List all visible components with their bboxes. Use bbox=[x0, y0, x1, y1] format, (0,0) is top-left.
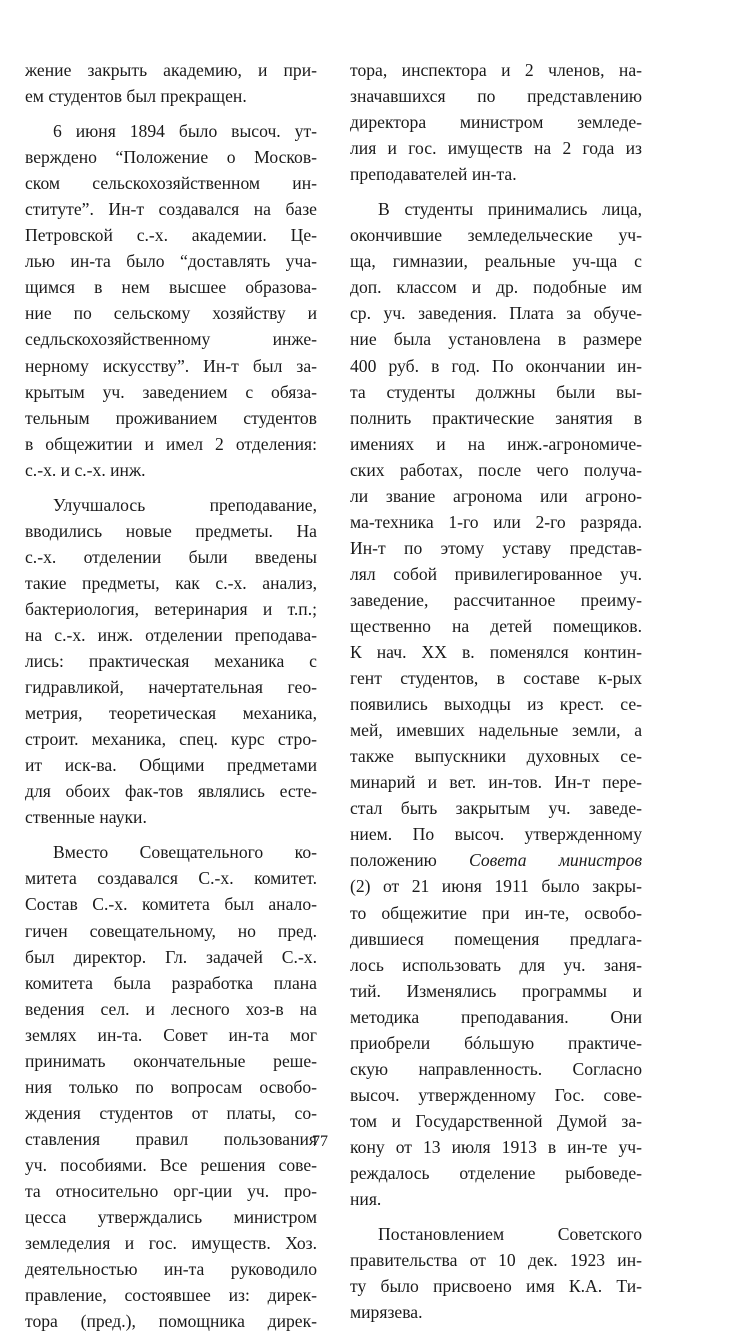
text-line bbox=[25, 1178, 317, 1204]
text-line-content: преподавателей ин-та. bbox=[350, 164, 517, 185]
text-line-content: появились выходцы из крест. се- bbox=[350, 694, 642, 715]
text-line-content: ния. bbox=[350, 1189, 382, 1210]
text-line-content: метрия, теоретическая механика, bbox=[25, 703, 317, 724]
text-line-content: Петровской с.-х. академии. Це- bbox=[25, 225, 317, 246]
text-line-content: уч. пособиями. Все решения сове- bbox=[25, 1154, 317, 1175]
text-line-content: Улучшалось преподавание, bbox=[53, 494, 317, 515]
text-line-content: седльскохозяйственному инже- bbox=[25, 329, 317, 350]
text-line-content: тельным проживанием студентов bbox=[25, 407, 317, 428]
text-line-content: щимся в нем высшее образова- bbox=[25, 277, 317, 298]
text-line-content: (2) от 21 июня 1911 было закры- bbox=[350, 876, 642, 897]
text-line bbox=[350, 222, 642, 248]
text-line-content: Вместо Совещательного ко- bbox=[53, 842, 317, 863]
text-line bbox=[25, 1282, 317, 1308]
text-line-content: тора, инспектора и 2 членов, на- bbox=[350, 60, 642, 80]
text-line bbox=[350, 135, 642, 161]
text-line bbox=[350, 1221, 642, 1247]
text-line-content: окончившие земледельческие уч- bbox=[350, 225, 642, 246]
text-line-content: та относительно орг-ции уч. про- bbox=[25, 1180, 317, 1201]
text-line bbox=[350, 535, 642, 561]
text-line bbox=[25, 379, 317, 405]
text-line-content: ние по сельскому хозяйству и bbox=[25, 303, 317, 324]
text-line bbox=[25, 83, 317, 109]
text-line-content: мирязева. bbox=[350, 1302, 423, 1323]
text-line bbox=[25, 778, 317, 804]
text-line bbox=[350, 1056, 642, 1082]
text-line-content: лось использовать для уч. заня- bbox=[350, 954, 642, 975]
text-line-content: комитета была разработка плана bbox=[25, 972, 317, 993]
text-line-content: нием. По высоч. утвержденному bbox=[350, 824, 642, 845]
text-line bbox=[350, 1030, 642, 1056]
text-line bbox=[25, 648, 317, 674]
text-line-content: тора (пред.), помощника дирек- bbox=[25, 1311, 317, 1332]
text-line bbox=[25, 544, 317, 570]
text-line-content: митета создавался С.-х. комитет. bbox=[25, 868, 317, 889]
text-line-content: стал быть закрытым уч. заведе- bbox=[350, 798, 642, 819]
text-line bbox=[350, 978, 642, 1004]
text-line bbox=[25, 431, 317, 457]
text-line bbox=[350, 1004, 642, 1030]
text-line-content: В студенты принимались лица, bbox=[378, 199, 642, 220]
text-line bbox=[350, 196, 642, 222]
text-line-content: правительства от 10 дек. 1923 ин- bbox=[350, 1250, 642, 1271]
text-line bbox=[25, 405, 317, 431]
text-line bbox=[25, 1230, 317, 1256]
text-line bbox=[25, 752, 317, 778]
text-line bbox=[350, 326, 642, 352]
text-line bbox=[25, 700, 317, 726]
text-line-content: был директор. Гл. задачей С.-х. bbox=[25, 946, 317, 967]
text-line-content: земледелия и гос. имуществ. Хоз. bbox=[25, 1233, 317, 1254]
text-line-content: для обоих фак-тов являлись есте- bbox=[25, 781, 317, 802]
text-line bbox=[350, 926, 642, 952]
text-line-content: также выпускники духовных се- bbox=[350, 746, 642, 767]
text-line bbox=[350, 483, 642, 509]
text-line bbox=[25, 865, 317, 891]
italic-term: Совета министров bbox=[468, 850, 642, 871]
text-line-content: крытым уч. заведением с обяза- bbox=[25, 381, 317, 402]
text-line bbox=[350, 57, 642, 83]
text-line bbox=[350, 457, 642, 483]
text-line-content: ср. уч. заведения. Плата за обуче- bbox=[350, 303, 642, 324]
text-line bbox=[25, 918, 317, 944]
text-line bbox=[25, 222, 317, 248]
text-line bbox=[350, 587, 642, 613]
text-line-content: бактериология, ветеринария и т.п.; bbox=[25, 598, 317, 619]
text-line bbox=[25, 970, 317, 996]
text-line bbox=[350, 873, 642, 899]
text-line-content: имениях и на инж.-агрономиче- bbox=[350, 433, 642, 454]
text-line bbox=[25, 1022, 317, 1048]
text-line-content: щественно на детей помещиков. bbox=[350, 615, 642, 636]
text-line bbox=[25, 518, 317, 544]
text-line-content: лял собой привилегированное уч. bbox=[350, 563, 642, 584]
text-line-content: Ин-т по этому уставу представ- bbox=[350, 537, 642, 558]
text-line-content: та студенты должны были вы- bbox=[350, 381, 642, 402]
text-line-content: доп. классом и др. подобные им bbox=[350, 277, 642, 298]
text-line bbox=[350, 847, 642, 873]
text-line bbox=[350, 639, 642, 665]
text-line bbox=[25, 492, 317, 518]
text-line-content: том и Государственной Думой за- bbox=[350, 1110, 642, 1131]
text-line bbox=[25, 996, 317, 1022]
text-line bbox=[350, 83, 642, 109]
text-line bbox=[350, 509, 642, 535]
text-line-content: ли звание агронома или агроно- bbox=[350, 485, 642, 506]
text-line bbox=[25, 1308, 317, 1334]
text-line bbox=[350, 769, 642, 795]
text-line bbox=[25, 1204, 317, 1230]
text-line-content: ща, гимназии, реальные уч-ща с bbox=[350, 251, 642, 272]
text-line-content: дившиеся помещения предлага- bbox=[350, 928, 642, 949]
text-line bbox=[25, 726, 317, 752]
text-line bbox=[350, 743, 642, 769]
text-line-content: деятельностью ин-та руководило bbox=[25, 1259, 317, 1280]
text-line bbox=[350, 353, 642, 379]
text-line-content: с.-х. отделении были введены bbox=[25, 546, 317, 567]
text-line bbox=[350, 161, 642, 187]
text-line bbox=[350, 952, 642, 978]
text-line-content: значавшихся по представлению bbox=[350, 86, 642, 107]
text-line-content: принимать окончательные реше- bbox=[25, 1050, 317, 1071]
text-line-content: гент студентов, в составе к-рых bbox=[350, 668, 642, 689]
text-line-content: ституте”. Ин-т создавался на базе bbox=[25, 199, 317, 220]
text-line bbox=[25, 1100, 317, 1126]
text-line-content: 6 июня 1894 было высоч. ут- bbox=[53, 121, 317, 142]
text-line-content: гичен совещательному, но пред. bbox=[25, 920, 317, 941]
text-line bbox=[350, 1186, 642, 1212]
text-line bbox=[25, 944, 317, 970]
text-line bbox=[350, 691, 642, 717]
text-line bbox=[350, 431, 642, 457]
text-line bbox=[25, 839, 317, 865]
text-line bbox=[25, 1152, 317, 1178]
text-line-content: ние была установлена в размере bbox=[350, 329, 642, 350]
text-line-content: ту было присвоено имя К.А. Ти- bbox=[350, 1276, 642, 1297]
text-line bbox=[25, 118, 317, 144]
text-line bbox=[350, 1082, 642, 1108]
text-line-content: К нач. XX в. поменялся контин- bbox=[350, 642, 642, 663]
text-line-content: ния только по вопросам освобо- bbox=[25, 1076, 317, 1097]
text-line bbox=[25, 326, 317, 352]
text-line-content: правление, состоявшее из: дирек- bbox=[25, 1285, 317, 1306]
text-line bbox=[25, 570, 317, 596]
text-line bbox=[350, 561, 642, 587]
text-line-content: ских работах, после чего получа- bbox=[350, 459, 642, 480]
text-line-content: то общежитие при ин-те, освобо- bbox=[350, 902, 642, 923]
text-line-content: минарий и вет. ин-тов. Ин-т пере- bbox=[350, 772, 642, 793]
text-line bbox=[350, 821, 642, 847]
text-line-content: землях ин-та. Совет ин-та мог bbox=[25, 1024, 317, 1045]
text-line-content: заведение, рассчитанное преиму- bbox=[350, 589, 642, 610]
text-line-content: в общежитии и имел 2 отделения: bbox=[25, 433, 317, 454]
text-line bbox=[25, 596, 317, 622]
text-line-content: мей, имевших надельные земли, а bbox=[350, 720, 642, 741]
text-line-content: скую направленность. Согласно bbox=[350, 1058, 642, 1079]
text-line bbox=[25, 274, 317, 300]
text-line bbox=[350, 248, 642, 274]
page-number: 77 bbox=[312, 1133, 328, 1150]
text-line bbox=[25, 804, 317, 830]
text-line bbox=[350, 1160, 642, 1186]
text-line bbox=[25, 674, 317, 700]
text-line-content: методика преподавания. Они bbox=[350, 1006, 642, 1027]
text-line bbox=[350, 300, 642, 326]
text-line bbox=[350, 717, 642, 743]
text-line bbox=[25, 457, 317, 483]
text-line bbox=[25, 57, 317, 83]
text-line bbox=[25, 353, 317, 379]
text-line-content: лью ин-та было “доставлять уча- bbox=[25, 251, 317, 272]
text-line-content: ственные науки. bbox=[25, 807, 147, 828]
text-line-content: положению bbox=[350, 850, 469, 871]
text-line-content: Постановлением Советского bbox=[378, 1224, 642, 1245]
text-line-content: тий. Изменялись программы и bbox=[350, 980, 642, 1001]
text-line-content: гидравликой, начертательная гео- bbox=[25, 677, 317, 698]
text-line-content: лись: практическая механика с bbox=[25, 651, 317, 672]
text-line-content: жение закрыть академию, и при- bbox=[25, 60, 317, 80]
text-line bbox=[25, 170, 317, 196]
text-line bbox=[350, 1299, 642, 1325]
text-line-content: такие предметы, как с.-х. анализ, bbox=[25, 572, 317, 593]
text-line bbox=[350, 1247, 642, 1273]
text-line-content: высоч. утвержденному Гос. сове- bbox=[350, 1084, 642, 1105]
text-line-content: ском сельскохозяйственном ин- bbox=[25, 173, 317, 194]
text-line-content: верждено “Положение о Москов- bbox=[25, 147, 317, 168]
text-line-content: Состав С.-х. комитета был анало- bbox=[25, 894, 317, 915]
text-line bbox=[350, 379, 642, 405]
text-line-content: с.-х. и с.-х. инж. bbox=[25, 459, 146, 480]
text-line bbox=[25, 196, 317, 222]
text-line-content: приобрели бóльшую практиче- bbox=[350, 1032, 642, 1053]
text-line-content: директора министром земледе- bbox=[350, 112, 642, 133]
text-line bbox=[350, 1273, 642, 1299]
text-line-content: строит. механика, спец. курс стро- bbox=[25, 729, 317, 750]
text-line-content: цесса утверждались министром bbox=[25, 1207, 317, 1228]
text-line-content: ма-техника 1-го или 2-го разряда. bbox=[350, 511, 642, 532]
text-line bbox=[350, 900, 642, 926]
text-line bbox=[25, 622, 317, 648]
text-line-content: ставления правил пользования bbox=[25, 1128, 317, 1149]
text-line-content: лия и гос. имуществ на 2 года из bbox=[350, 138, 642, 159]
text-line bbox=[350, 613, 642, 639]
text-line bbox=[350, 405, 642, 431]
text-line bbox=[25, 1074, 317, 1100]
text-line-content: ит иск-ва. Общими предметами bbox=[25, 755, 317, 776]
text-line-content: вводились новые предметы. На bbox=[25, 520, 317, 541]
text-line-content: реждалось отделение рыбоведе- bbox=[350, 1162, 642, 1183]
text-line-content: полнить практические занятия в bbox=[350, 407, 642, 428]
text-line bbox=[25, 1256, 317, 1282]
text-line bbox=[350, 795, 642, 821]
text-line-content: нерному искусству”. Ин-т был за- bbox=[25, 355, 317, 376]
text-line bbox=[25, 248, 317, 274]
text-line bbox=[350, 665, 642, 691]
text-line-content: ждения студентов от платы, со- bbox=[25, 1102, 317, 1123]
text-line bbox=[350, 1108, 642, 1134]
text-line bbox=[25, 1048, 317, 1074]
text-line-content: на с.-х. инж. отделении преподава- bbox=[25, 624, 317, 645]
text-line-content: 400 руб. в год. По окончании ин- bbox=[350, 355, 642, 376]
text-line bbox=[25, 891, 317, 917]
text-line-content: ведения сел. и лесного хоз-в на bbox=[25, 998, 317, 1019]
text-line bbox=[25, 300, 317, 326]
text-line bbox=[350, 109, 642, 135]
text-line bbox=[350, 274, 642, 300]
text-line-content: кону от 13 июля 1913 в ин-те уч- bbox=[350, 1136, 642, 1157]
text-line-content: ем студентов был прекращен. bbox=[25, 86, 247, 107]
text-line bbox=[25, 144, 317, 170]
